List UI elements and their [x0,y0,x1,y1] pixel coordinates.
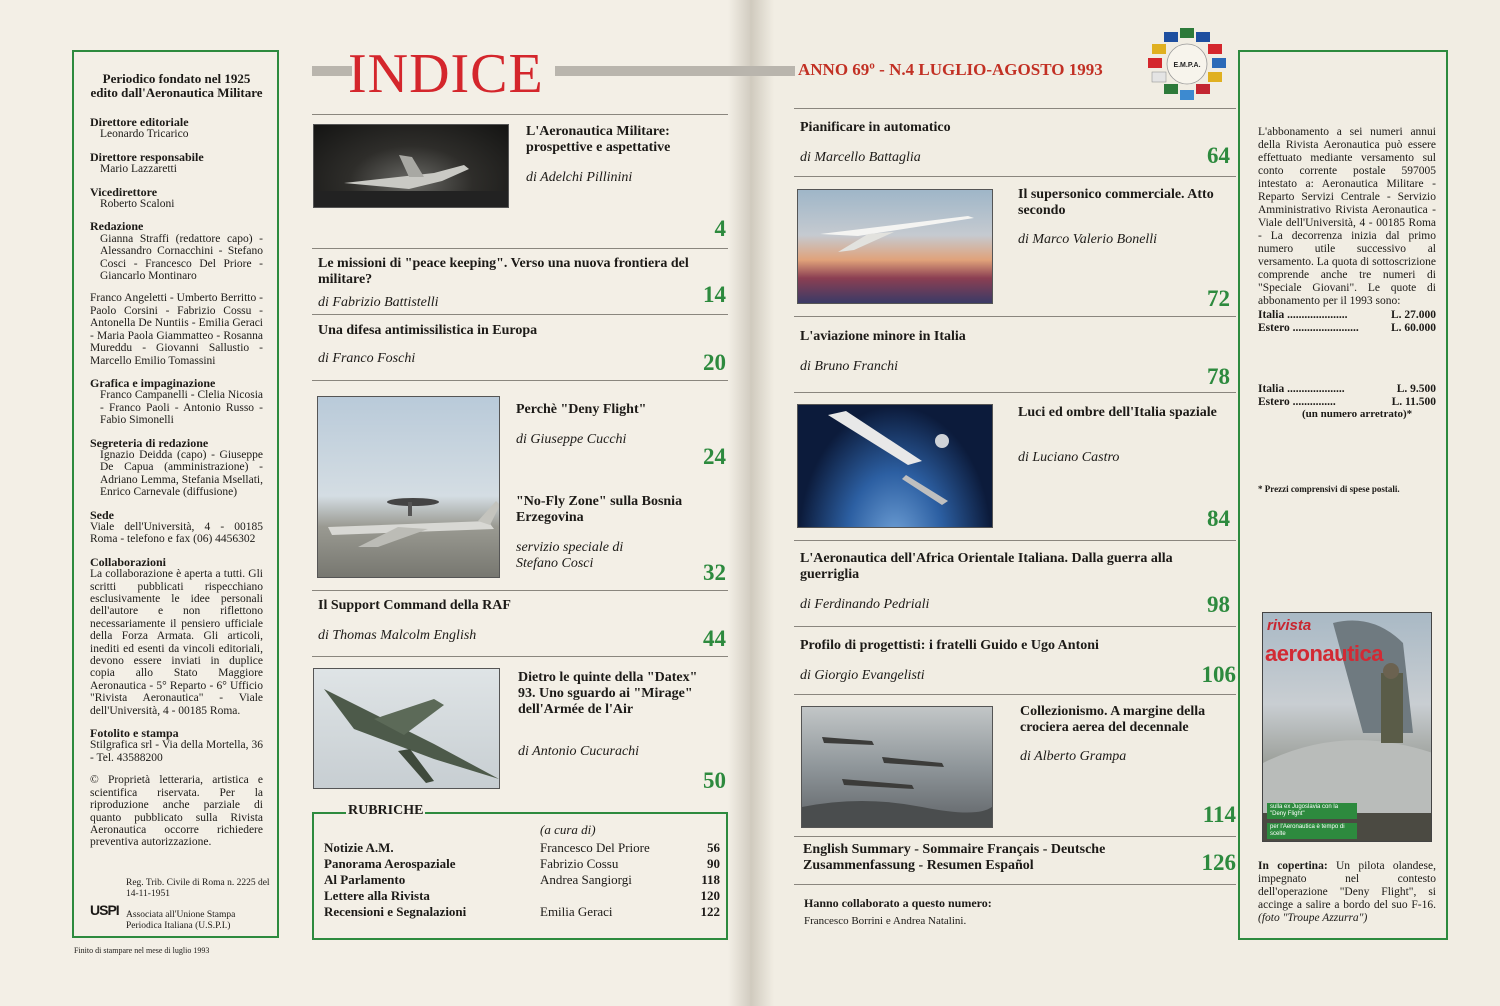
article-title: "No-Fly Zone" sulla Bosnia Erzegovina [516,494,683,525]
article-title: Dietro le quinte della "Datex" 93. Uno sguardo ai "Mirage" dell'Armée de l'Air [518,670,698,717]
empa-logo-icon [1144,26,1230,106]
article-title: Il supersonico commerciale. Atto secondo [1018,187,1214,218]
price-label: Estero ....................... [1258,322,1359,334]
price-label: Italia .................... [1258,383,1345,395]
article-image-collection [801,706,993,828]
article-author: di Ferdinando Pedriali [800,597,930,612]
masthead-section [90,186,263,211]
divider [312,590,728,591]
article-page: 126 [1201,850,1236,875]
article-page: 20 [703,350,726,375]
rubrica-page: 120 [700,888,720,903]
rubriche-row [324,840,720,856]
masthead-names: Franco Angeletti - Umberto Berritto - Paolo Corsini - Fabrizio Cossu - Antonella De Nuntiis - Emilia Geraci - Maria Paola Giammatteo - Rosanna Mureddu - Giovanni Sallustio - Marcello Emilio Tomassini [90,292,263,367]
cover-thumbnail [1262,612,1432,842]
article-page: 24 [703,444,726,469]
article-author: di Franco Foschi [318,351,416,366]
article-author: di Bruno Franchi [800,359,898,374]
article-page: 32 [703,560,726,585]
rubrica-name: Recensioni e Segnalazioni [324,904,467,919]
masthead-section [90,292,263,366]
rubrica-page: 90 [707,856,720,871]
masthead-section [90,116,263,141]
rubrica-name: Panorama Aerospaziale [324,856,456,871]
masthead-section [90,151,263,176]
rubrica-editor: Francesco Del Priore [540,840,650,855]
divider [312,656,728,657]
copyright-text: © Proprietà letteraria, artistica e scientifica riservata. Per la riproduzione anche parziale di quanto pubblicato sulla Rivista Aeronautica occorre richiedere preventiva autorizzazione. [90,774,263,849]
article-title: Pianificare in automatico [800,120,951,135]
subscription-text: L'abbonamento a sei numeri annui della Rivista Aeronautica può essere effettuato mediante versamento sul conto corrente postale 597005 intestato a: Aeronautica Militare - Reparto Servizi Centrale - Servizio Amministrativo Rivista Aeronautica - Viale dell'Università, 4 - 00185 Roma - La decorrenza inizia dal primo numero utile successivo al versamento. La quota di sottoscrizione comprende anche tre numeri di "Speciale Giovani". Le quote di abbonamento per il 1993 sono: [1258,126,1436,307]
article-author: di Giuseppe Cucchi [516,432,627,447]
article-title: Luci ed ombre dell'Italia spaziale [1018,405,1217,420]
masthead-names: Stilgrafica srl - Via della Mortella, 36 - Tel. 43588200 [90,739,263,764]
price-value: L. 9.500 [1396,383,1436,395]
article-page: 78 [1207,364,1230,389]
rubrica-page: 56 [707,840,720,855]
article-title: Perchè "Deny Flight" [516,402,647,417]
article-author: di Marco Valerio Bonelli [1018,232,1158,247]
rubriche-row [324,888,720,904]
article-image-eurofighter [313,124,509,208]
issue-info: ANNO 69º - N.4 LUGLIO-AGOSTO 1993 [798,60,1103,79]
masthead-role: Direttore responsabile [90,149,204,164]
association-text: Associata all'Unione Stampa Periodica Italiana (U.S.P.I.) [126,910,236,931]
article-title: L'Aeronautica Militare: prospettive e aspettative [526,124,671,155]
masthead-role: Grafica e impaginazione [90,375,216,390]
masthead-role: Fotolito e stampa [90,726,179,741]
price-label: Estero ............... [1258,396,1336,408]
masthead-names: Franco Campanelli - Clelia Nicosia - Franco Paoli - Antonio Russo - Fabio Simonelli [100,389,263,427]
rubriche-row [324,856,720,872]
masthead-names: Leonardo Tricarico [100,128,189,141]
article-author: di Thomas Malcolm English [318,628,477,643]
collaborators-names: Francesco Borrini e Andrea Natalini. [804,915,967,927]
rubrica-page: 118 [701,872,720,887]
price-value: L. 60.000 [1390,322,1436,334]
article-page: 114 [1202,802,1236,827]
article-author: di Giorgio Evangelisti [800,668,925,683]
article-title: English Summary - Sommaire Français - Deutsche Zusammenfassung - Resumen Español [803,842,1106,873]
empa-logo-text: E.M.P.A. [1173,62,1201,69]
masthead-section [90,437,263,499]
price-value: L. 27.000 [1390,309,1436,321]
divider [794,108,1236,109]
article-page: 64 [1207,143,1230,168]
rubriche-label: RUBRICHE [348,803,424,818]
article-title: L'aviazione minore in Italia [800,329,966,344]
awacs-icon [318,397,500,578]
article-page: 84 [1207,506,1230,531]
article-author: di Antonio Cucurachi [518,744,640,759]
article-title: Profilo di progettisti: i fratelli Guido e Ugo Antoni [800,638,1099,653]
article-page: 44 [703,626,726,651]
masthead-section [90,509,263,546]
masthead-copyright [90,774,263,848]
divider [312,314,728,315]
article-page: 106 [1201,662,1236,687]
divider [794,316,1236,317]
uspi-logo: USPI [90,902,119,918]
divider [794,694,1236,695]
cover-caption-label: In copertina: [1258,860,1328,872]
rubrica-editor: Emilia Geraci [540,904,613,919]
masthead-section [90,377,263,427]
divider [794,836,1236,837]
article-author: di Luciano Castro [1018,450,1120,465]
rubrica-name: Lettere alla Rivista [324,888,430,903]
masthead-section [90,727,263,764]
rubriche-acura: (a cura di) [540,822,596,837]
page-title: INDICE [348,43,544,105]
masthead-section [90,556,263,717]
article-author: di Alberto Grampa [1020,749,1127,764]
cover-tag: per l'Aeronautica è tempo di scelte [1267,823,1357,839]
masthead-names: Roberto Scaloni [100,198,175,211]
rubrica-name: Al Parlamento [324,872,406,887]
article-image-mirage [313,668,500,789]
masthead-box [72,50,279,938]
cover-brand-small: rivista [1267,617,1312,634]
rubriche-row [324,872,720,888]
article-page: 50 [703,768,726,793]
collaborators-label: Hanno collaborato a questo numero: [804,896,992,910]
masthead-names: Ignazio Deidda (capo) - Giuseppe De Capua (amministrazione) - Adriano Lemma, Stefania Msellati, Enrico Carnevale (diffusione) [100,448,263,499]
masthead-role: Sede [90,507,114,522]
title-bar [312,66,352,76]
seaplanes-icon [802,707,993,828]
rubrica-editor: Andrea Sangiorgi [540,872,632,887]
cover-tag: sulla ex Jugoslavia con la "Deny Flight" [1267,803,1357,819]
masthead-role: Vicedirettore [90,184,158,199]
article-page: 4 [714,216,726,241]
article-title: Collezionismo. A margine della crociera aerea del decennale [1020,704,1206,735]
page-gutter [728,0,774,1006]
masthead-names: Viale dell'Università, 4 - 00185 Roma - telefono e fax (06) 4456302 [90,520,263,546]
cover-caption-credit: (foto "Troupe Azzurra") [1258,912,1368,924]
masthead-names: La collaborazione è aperta a tutti. Gli scritti pubblicati rispecchiano esclusivamente le idee personali dell'autore e non riflettono necessariamente il pensiero ufficiale della Forza Armata. Gli articoli, inediti ed esenti da vincoli editoriali, devono essere inviati in duplice copia allo Stato Maggiore Aeronautica - 5° Reparto - 6° Ufficio "Rivista Aeronautica" - Viale dell'Università, 4 - 00185 Roma. [90,568,263,717]
jet-icon [314,125,509,208]
article-title: Il Support Command della RAF [318,598,511,613]
masthead-names: Mario Lazzaretti [100,163,177,176]
rubriche-box [312,803,728,940]
rubriche-row [324,904,720,920]
divider [794,626,1236,627]
mirage-jet-icon [314,669,500,789]
masthead-role: Direttore editoriale [90,115,189,129]
article-image-supersonic [797,189,993,304]
article-page: 14 [703,282,726,307]
article-author: di Fabrizio Battistelli [318,295,439,310]
cover-brand-large: aeronautica [1265,641,1383,666]
print-date: Finito di stampare nel mese di luglio 1993 [74,946,210,955]
cover-caption-text: Un pilota olandese, impegnato nel contesto dell'operazione "Deny Flight", si accinge a salire a bordo del suo F-16. [1258,860,1436,911]
rubrica-editor: Fabrizio Cossu [540,856,619,871]
article-title: L'Aeronautica dell'Africa Orientale Italiana. Dalla guerra alla guerriglia [800,551,1173,582]
space-shuttle-icon [798,405,993,528]
article-image-awacs [317,396,500,578]
divider [312,114,728,115]
article-author: di Marcello Battaglia [800,150,921,165]
cover-caption [1258,860,1436,925]
article-page: 72 [1207,286,1230,311]
masthead-role: Redazione [90,219,144,234]
rubrica-name: Notizie A.M. [324,840,394,855]
prices-note: * Prezzi comprensivi di spese postali. [1258,484,1400,494]
price-label: Italia ..................... [1258,309,1348,321]
divider [794,540,1236,541]
arretrato-label: (un numero arretrato)* [1302,408,1413,420]
article-title: Le missioni di "peace keeping". Verso una nuova frontiera del militare? [318,256,689,287]
article-author: di Adelchi Pillinini [526,170,633,185]
divider [794,884,1236,885]
divider [794,392,1236,393]
article-author: servizio speciale di Stefano Cosci [516,540,624,571]
divider [312,380,728,381]
divider [794,176,1236,177]
article-title: Una difesa antimissilistica in Europa [318,323,538,338]
title-bar [555,66,795,76]
masthead-role: Collaborazioni [90,554,167,569]
masthead-section [90,220,263,282]
divider [312,248,728,249]
article-image-space [797,404,993,528]
masthead-names: Gianna Straffi (redattore capo) - Alessandro Cornacchini - Stefano Cosci - Francesco Del Priore - Giancarlo Montinaro [100,232,263,283]
article-page: 98 [1207,592,1230,617]
rubrica-page: 122 [700,904,720,919]
price-value: L. 11.500 [1391,396,1436,408]
registration-text: Reg. Trib. Civile di Roma n. 2225 del 14-11-1951 [126,878,270,899]
masthead-head: Periodico fondato nel 1925 edito dall'Aeronautica Militare [90,71,263,100]
masthead-role: Segreteria di redazione [90,435,209,450]
supersonic-jet-icon [798,190,993,304]
